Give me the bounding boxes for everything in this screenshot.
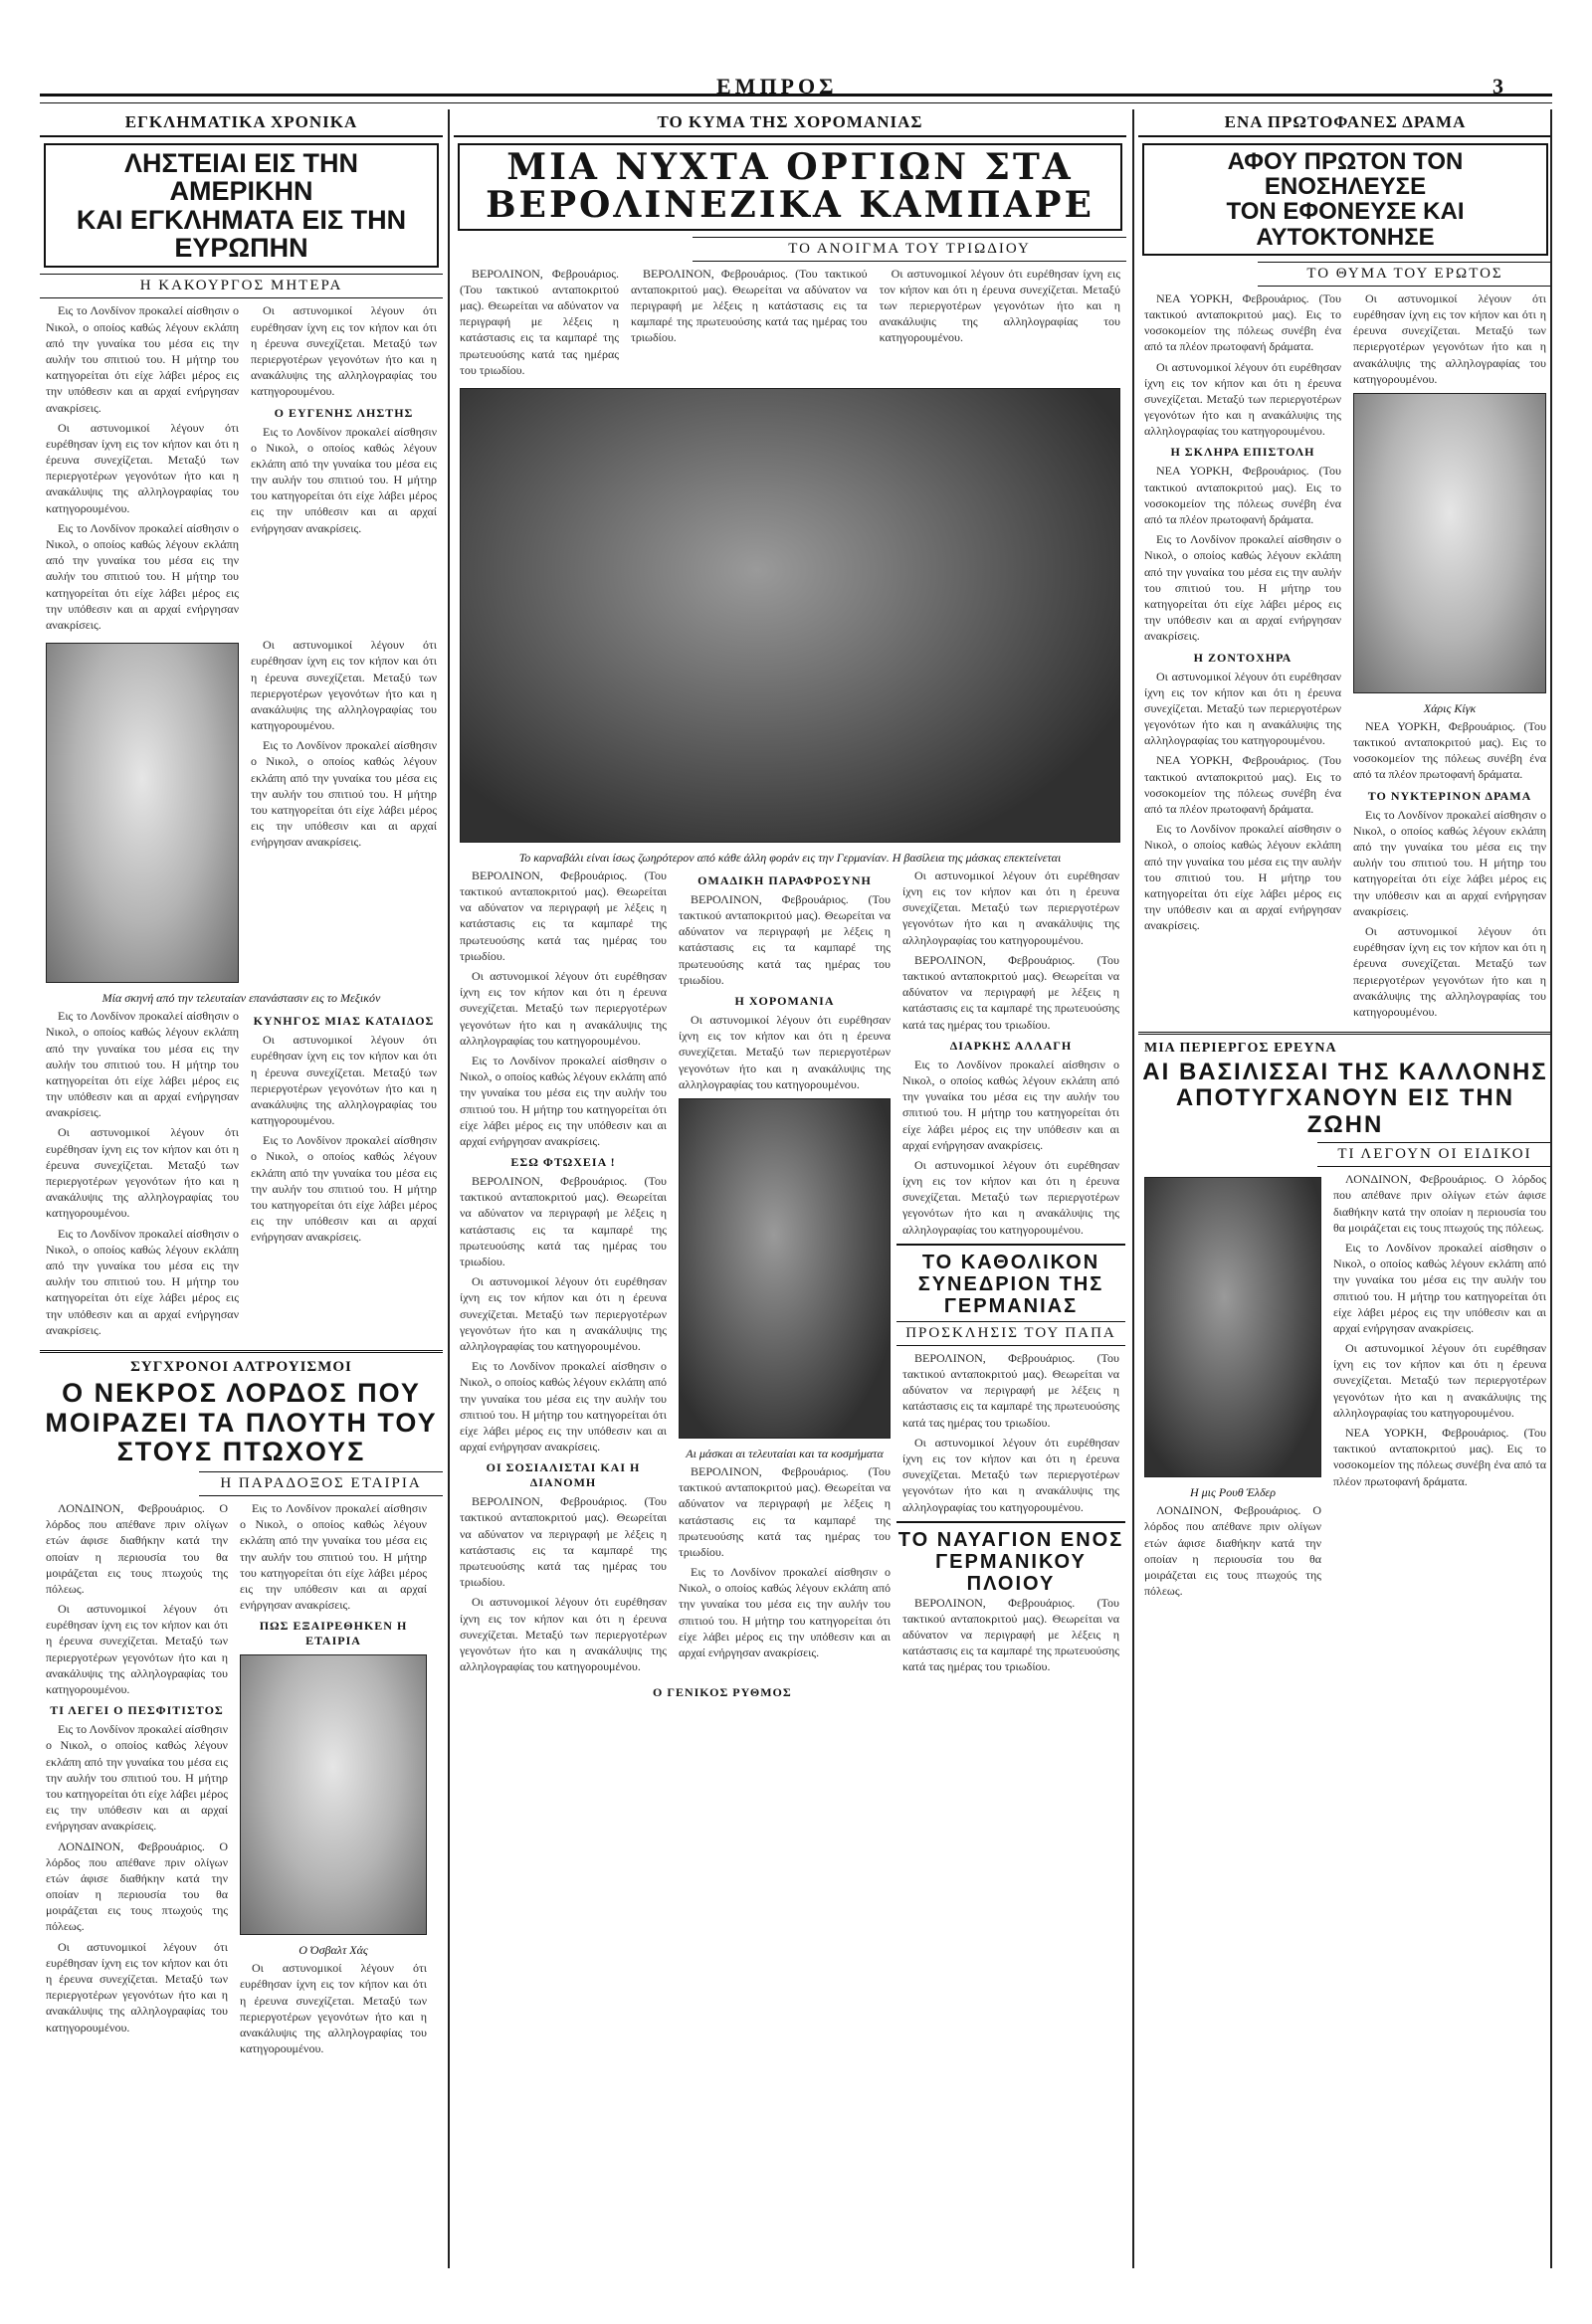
article-text: Οι αστυνομικοί λέγουν ότι ευρέθησαν ίχνη εις τον κήπον και ότι η έρευνα συνεχίζεται. Μεταξύ των περιεργοτέρων γεγονότων ήτο και η ανακάλυψις της αλληλογραφίας του κατηγορουμένου. (1353, 290, 1546, 386)
column-carnival (454, 109, 1126, 2268)
subhead-love-victim: ΤΟ ΘΥΜΑ ΤΟΥ ΕΡΩΤΟΣ (1258, 262, 1552, 287)
headline-line-2: ΒΕΡΟΛΙΝΕΖΙΚΑ ΚΑΜΠΑΡΕ (486, 183, 1094, 226)
subhead-general-rhythm: Ο ΓΕΝΙΚΟΣ ΡΥΘΜΟΣ (653, 1684, 792, 1699)
article-text: Οι αστυνομικοί λέγουν ότι ευρέθησαν ίχνη εις τον κήπον και ότι η έρευνα συνεχίζεται. Μεταξύ των περιεργοτέρων γεγονότων ήτο και η ανακάλυψις της αλληλογραφίας του κατηγορουμένου. (879, 266, 1120, 345)
article-text: ΒΕΡΟΛΙΝΟΝ, Φεβρουάριος. (Του τακτικού ανταποκριτού μας). Θεωρείται να αδύνατον να περιγραφή με λέξεις η κατάστασις εις τα καμπαρέ της πρωτευούσης κατά τας ημέρας του τριωδίου. (631, 266, 868, 345)
subhead-company: ΠΩΣ ΕΞΑΙΡΕΘΗΚΕΝ Η ΕΤΑΙΡΙΑ (259, 1619, 408, 1648)
article-text: Εις το Λονδίνον προκαλεί αίσθησιν ο Νικολ, ο οποίος καθώς λέγουν εκλάπη από την γυναίκα του μέσα εις την αυλήν του σπιτιού του. Η μήτηρ του κατηγορείται ότι είχε λάβει μέρος εις την υπόθεσιν και αι αρχαί ενήργησαν ανακρίσεις. (251, 424, 437, 535)
column-drama (1138, 109, 1552, 2268)
top-rule (40, 94, 1552, 103)
article-text: Εις το Λονδίνον προκαλεί αίσθησιν ο Νικολ, ο οποίος καθώς λέγουν εκλάπη από την γυναίκα του μέσα εις την αυλήν του σπιτιού του. Η μήτηρ του κατηγορείται ότι είχε λάβει μέρος εις την υπόθεσιν και αι αρχαί ενήργησαν ανακρίσεις. ΛΟΝΔΙΝΟΝ, Φεβρουάριος. Ο λόρδος που απέθανε πριν ολίγων ετών άφισε διαθήκην κατά την οποίαν η περιουσία του θα μοιράζεται εις τους πτωχούς της πόλεως. Οι αστυνομικοί λέγουν ότι ευρέθησαν ίχνη εις τον κήπον και ότι η έρευνα συνεχίζεται. Μεταξύ των περιεργοτέρων γεγονότων ήτο και η ανακάλυψις της αλληλογραφίας του κατηγορουμένου. (46, 1722, 228, 2034)
article-text: ΛΟΝΔΙΝΟΝ, Φεβρουάριος. Ο λόρδος που απέθανε πριν ολίγων ετών άφισε διαθήκην κατά την οποίαν η περιουσία του θα μοιράζεται εις τους πτωχούς της πόλεως. Εις το Λονδίνον προκαλεί αίσθησιν ο Νικολ, ο οποίος καθώς λέγουν εκλάπη από την γυναίκα του μέσα εις την αυλήν του σπιτιού του. Η μήτηρ του κατηγορείται ότι είχε λάβει μέρος εις την υπόθεσιν και αι αρχαί ενήργησαν ανακρίσεις. Οι αστυνομικοί λέγουν ότι ευρέθησαν ίχνη εις τον κήπον και ότι η έρευνα συνεχίζεται. Μεταξύ των περιεργοτέρων γεγονότων ήτο και η ανακάλυψις της αλληλογραφίας του κατηγορουμένου. ΝΕΑ ΥΟΡΚΗ, Φεβρουάριος. (Του τακτικού ανταποκριτού μας). Εις το νοσοκομείον της πόλεως συνέβη ένα από τα πλέον πρωτοφανή δράματα. (1333, 1172, 1546, 1488)
article-text: ΒΕΡΟΛΙΝΟΝ, Φεβρουάριος. (Του τακτικού ανταποκριτού μας). Θεωρείται να αδύνατον να περιγραφή με λέξεις η κατάστασις εις τα καμπαρέ της πρωτευούσης κατά τας ημέρας του τριωδίου. Οι αστυνομικοί λέγουν ότι ευρέθησαν ίχνη εις τον κήπον και ότι η έρευνα συνεχίζεται. Μεταξύ των περιεργοτέρων γεγονότων ήτο και η ανακάλυψις της αλληλογραφίας του κατηγορουμένου. (460, 1494, 667, 1674)
portrait-caption: Ο Όσβαλτ Χάς (298, 1943, 368, 1958)
article-text: Εις το Λονδίνον προκαλεί αίσθησιν ο Νικολ, ο οποίος καθώς λέγουν εκλάπη από την γυναίκα του μέσα εις την αυλήν του σπιτιού του. Η μήτηρ του κατηγορείται ότι είχε λάβει μέρος εις την υπόθεσιν και αι αρχαί ενήργησαν ανακρίσεις. Οι αστυνομικοί λέγουν ότι ευρέθησαν ίχνη εις τον κήπον και ότι η έρευνα συνεχίζεται. Μεταξύ των περιεργοτέρων γεγονότων ήτο και η ανακάλυψις της αλληλογραφίας του κατηγορουμένου. (902, 1057, 1119, 1237)
subhead-pope: ΠΡΟΣΚΛΗΣΙΣ ΤΟΥ ΠΑΠΑ (896, 1321, 1125, 1346)
article-text: ΝΕΑ ΥΟΡΚΗ, Φεβρουάριος. (Του τακτικού ανταποκριτού μας). Εις το νοσοκομείον της πόλεως συνέβη ένα από τα πλέον πρωτοφανή δράματα. Εις το Λονδίνον προκαλεί αίσθησιν ο Νικολ, ο οποίος καθώς λέγουν εκλάπη από την γυναίκα του μέσα εις την αυλήν του σπιτιού του. Η μήτηρ του κατηγορείται ότι είχε λάβει μέρος εις την υπόθεσιν και αι αρχαί ενήργησαν ανακρίσεις. (1144, 464, 1341, 644)
article-text: ΒΕΡΟΛΙΝΟΝ, Φεβρουάριος. (Του τακτικού ανταποκριτού μας). Θεωρείται να αδύνατον να περιγραφή με λέξεις η κατάστασις εις τα καμπαρέ της πρωτευούσης κατά τας ημέρας του τριωδίου. Οι αστυνομικοί λέγουν ότι ευρέθησαν ίχνη εις τον κήπον και ότι η έρευνα συνεχίζεται. Μεταξύ των περιεργοτέρων γεγονότων ήτο και η ανακάλυψις της αλληλογραφίας του κατηγορουμένου. (902, 1350, 1119, 1514)
kicker-curious-research: ΜΙΑ ΠΕΡΙΕΡΓΟΣ ΕΡΕΥΝΑ (1144, 1041, 1337, 1057)
subhead-constant-change: ΔΙΑΡΚΗΣ ΑΛΛΑΓΗ (949, 1038, 1073, 1053)
subhead-cruel-letter: Η ΣΚΛΗΡΑ ΕΠΙΣΤΟΛΗ (1170, 445, 1315, 460)
portrait-charis-king (1353, 393, 1546, 693)
article-text: Εις το Λονδίνον προκαλεί αίσθησιν ο Νικολ, ο οποίος καθώς λέγουν εκλάπη από την γυναίκα του μέσα εις την αυλήν του σπιτιού του. Η μήτηρ του κατηγορείται ότι είχε λάβει μέρος εις την υπόθεσιν και αι αρχαί ενήργησαν ανακρίσεις. Οι αστυνομικοί λέγουν ότι ευρέθησαν ίχνη εις τον κήπον και ότι η έρευνα συνεχίζεται. Μεταξύ των περιεργοτέρων γεγονότων ήτο και η ανακάλυψις της αλληλογραφίας του κατηγορουμένου. Εις το Λονδίνον προκαλεί αίσθησιν ο Νικολ, ο οποίος καθώς λέγουν εκλάπη από την γυναίκα του μέσα εις την αυλήν του σπιτιού του. Η μήτηρ του κατηγορείται ότι είχε λάβει μέρος εις την υπόθεσιν και αι αρχαί ενήργησαν ανακρίσεις. (46, 1009, 240, 1337)
headline-dead-lord: Ο ΝΕΚΡΟΣ ΛΟΡΔΟΣ ΠΟΥ ΜΟΙΡΑΖΕΙ ΤΑ ΠΛΟΥΤΗ ΤΟΥ ΣΤΟΥΣ ΠΤΩΧΟΥΣ (45, 1377, 438, 1467)
newspaper-page (40, 109, 1552, 2268)
portrait-caption: Χάρις Κίγκ (1423, 700, 1477, 715)
kicker-drama: ΕΝΑ ΠΡΩΤΟΦΑΝΕΣ ΔΡΑΜΑ (1138, 109, 1552, 137)
subhead-paradox-company: Η ΠΑΡΑΔΟΞΟΣ ΕΤΑΙΡΙΑ (199, 1471, 443, 1496)
photo-caption: Μία σκηνή από την τελευταίαν επανάστασιν εις το Μεξικόν (101, 991, 381, 1006)
article-text: Οι αστυνομικοί λέγουν ότι ευρέθησαν ίχνη εις τον κήπον και ότι η έρευνα συνεχίζεται. Μεταξύ των περιεργοτέρων γεγονότων ήτο και η ανακάλυψις της αλληλογραφίας του κατηγορουμένου. (251, 303, 437, 399)
photo-caption: Το καρναβάλι είναι ίσως ζωηρότερον από κάθε άλλη φοράν εις την Γερμανίαν. Η βασίλεια της μάσκας επεκτείνεται (518, 850, 1062, 865)
article-text: ΒΕΡΟΛΙΝΟΝ, Φεβρουάριος. (Του τακτικού ανταποκριτού μας). Θεωρείται να αδύνατον να περιγραφή με λέξεις η κατάστασις εις τα καμπαρέ της πρωτευούσης κατά τας ημέρας του τριωδίου. Οι αστυνομικοί λέγουν ότι ευρέθησαν ίχνη εις τον κήπον και ότι η έρευνα συνεχίζεται. Μεταξύ των περιεργοτέρων γεγονότων ήτο και η ανακάλυψις της αλληλογραφίας του κατηγορουμένου. Εις το Λονδίνον προκαλεί αίσθησιν ο Νικολ, ο οποίος καθώς λέγουν εκλάπη από την γυναίκα του μέσα εις την αυλήν του σπιτιού του. Η μήτηρ του κατηγορείται ότι είχε λάβει μέρος εις την υπόθεσιν και αι αρχαί ενήργησαν ανακρίσεις. (460, 868, 667, 1148)
article-text: Οι αστυνομικοί λέγουν ότι ευρέθησαν ίχνη εις τον κήπον και ότι η έρευνα συνεχίζεται. Μεταξύ των περιεργοτέρων γεγονότων ήτο και η ανακάλυψις της αλληλογραφίας του κατηγορουμένου. Εις το Λονδίνον προκαλεί αίσθησιν ο Νικολ, ο οποίος καθώς λέγουν εκλάπη από την γυναίκα του μέσα εις την αυλήν του σπιτιού του. Η μήτηρ του κατηγορείται ότι είχε λάβει μέρος εις την υπόθεσιν και αι αρχαί ενήργησαν ανακρίσεις. (251, 1033, 437, 1245)
article-text: ΒΕΡΟΛΙΝΟΝ, Φεβρουάριος. (Του τακτικού ανταποκριτού μας). Θεωρείται να αδύνατον να περιγραφή με λέξεις η κατάστασις εις τα καμπαρέ της πρωτευούσης κατά τας ημέρας του τριωδίου. (679, 891, 891, 987)
article-text: ΒΕΡΟΛΙΝΟΝ, Φεβρουάριος. (Του τακτικού ανταποκριτού μας). Θεωρείται να αδύνατον να περιγραφή με λέξεις η κατάστασις εις τα καμπαρέ της πρωτευούσης κατά τας ημέρας του τριωδίου. (902, 1595, 1119, 1674)
subhead-night-drama: ΤΟ ΝΥΚΤΕΡΙΝΟΝ ΔΡΑΜΑ (1367, 788, 1532, 803)
article-text: Οι αστυνομικοί λέγουν ότι ευρέθησαν ίχνη εις τον κήπον και ότι η έρευνα συνεχίζεται. Μεταξύ των περιεργοτέρων γεγονότων ήτο και η ανακάλυψις της αλληλογραφίας του κατηγορουμένου. (240, 1961, 427, 2056)
headline-line-2: ΤΟΝ ΕΦΟΝΕΥΣΕ ΚΑΙ ΑΥΤΟΚΤΟΝΗΣΕ (1226, 198, 1465, 251)
photo-caption: Αι μάσκαι αι τελευταίαι και τα κοσμήματα (686, 1446, 884, 1460)
subhead-triodion: ΤΟ ΑΝΟΙΓΜΑ ΤΟΥ ΤΡΙΩΔΙΟΥ (693, 237, 1126, 262)
headline-line-2: ΚΑΙ ΕΓΚΛΗΜΑΤΑ ΕΙΣ ΤΗΝ ΕΥΡΩΠΗΝ (76, 204, 407, 264)
headline-robberies (44, 143, 439, 268)
kicker-dance-mania: ΤΟ ΚΥΜΑ ΤΗΣ ΧΟΡΟΜΑΝΙΑΣ (454, 109, 1126, 137)
headline-line-1: ΜΙΑ ΝΥΧΤΑ ΟΡΓΙΩΝ ΣΤΑ (506, 146, 1074, 188)
article-text: ΒΕΡΟΛΙΝΟΝ, Φεβρουάριος. (Του τακτικού ανταποκριτού μας). Θεωρείται να αδύνατον να περιγραφή με λέξεις η κατάστασις εις τα καμπαρέ της πρωτευούσης κατά τας ημέρας του τριωδίου. Οι αστυνομικοί λέγουν ότι ευρέθησαν ίχνη εις τον κήπον και ότι η έρευνα συνεχίζεται. Μεταξύ των περιεργοτέρων γεγονότων ήτο και η ανακάλυψις της αλληλογραφίας του κατηγορουμένου. Εις το Λονδίνον προκαλεί αίσθησιν ο Νικολ, ο οποίος καθώς λέγουν εκλάπη από την γυναίκα του μέσα εις την αυλήν του σπιτιού του. Η μήτηρ του κατηγορείται ότι είχε λάβει μέρος εις την υπόθεσιν και αι αρχαί ενήργησαν ανακρίσεις. (460, 1174, 667, 1454)
article-text: Εις το Λονδίνον προκαλεί αίσθησιν ο Νικολ, ο οποίος καθώς λέγουν εκλάπη από την γυναίκα του μέσα εις την αυλήν του σπιτιού του. Η μήτηρ του κατηγορείται ότι είχε λάβει μέρος εις την υπόθεσιν και αι αρχαί ενήργησαν ανακρίσεις. Οι αστυνομικοί λέγουν ότι ευρέθησαν ίχνη εις τον κήπον και ότι η έρευνα συνεχίζεται. Μεταξύ των περιεργοτέρων γεγονότων ήτο και η ανακάλυψις της αλληλογραφίας του κατηγορουμένου. (1353, 807, 1546, 1019)
article-text: Εις το Λονδίνον προκαλεί αίσθησιν ο Νικολ, ο οποίος καθώς λέγουν εκλάπη από την γυναίκα του μέσα εις την αυλήν του σπιτιού του. Η μήτηρ του κατηγορείται ότι είχε λάβει μέρος εις την υπόθεσιν και αι αρχαί ενήργησαν ανακρίσεις. Οι αστυνομικοί λέγουν ότι ευρέθησαν ίχνη εις τον κήπον και ότι η έρευνα συνεχίζεται. Μεταξύ των περιεργοτέρων γεγονότων ήτο και η ανακάλυψις της αλληλογραφίας του κατηγορουμένου. Εις το Λονδίνον προκαλεί αίσθησιν ο Νικολ, ο οποίος καθώς λέγουν εκλάπη από την γυναίκα του μέσα εις την αυλήν του σπιτιού του. Η μήτηρ του κατηγορείται ότι είχε λάβει μέρος εις την υπόθεσιν και αι αρχαί ενήργησαν ανακρίσεις. (46, 303, 240, 632)
headline-catholic-congress: ΤΟ ΚΑΘΟΛΙΚΟΝ ΣΥΝΕΔΡΙΟΝ ΤΗΣ ΓΕΡΜΑΝΙΑΣ (917, 1251, 1104, 1317)
photo-masquerade (679, 1098, 891, 1439)
right-margin-rule (1550, 109, 1552, 2268)
article-text: Οι αστυνομικοί λέγουν ότι ευρέθησαν ίχνη εις τον κήπον και ότι η έρευνα συνεχίζεται. Μεταξύ των περιεργοτέρων γεγονότων ήτο και η ανακάλυψις της αλληλογραφίας του κατηγορουμένου. ΒΕΡΟΛΙΝΟΝ, Φεβρουάριος. (Του τακτικού ανταποκριτού μας). Θεωρείται να αδύνατον να περιγραφή με λέξεις η κατάστασις εις τα καμπαρέ της πρωτευούσης κατά τας ημέρας του τριωδίου. (902, 868, 1119, 1032)
article-text: Οι αστυνομικοί λέγουν ότι ευρέθησαν ίχνη εις τον κήπον και ότι η έρευνα συνεχίζεται. Μεταξύ των περιεργοτέρων γεγονότων ήτο και η ανακάλυψις της αλληλογραφίας του κατηγορουμένου. (679, 1013, 891, 1091)
kicker-crime: ΕΓΚΛΗΜΑΤΙΚΑ ΧΡΟΝΙΚΑ (40, 109, 443, 137)
column-divider (448, 109, 450, 2268)
subhead-dance-mania: Η ΧΟΡΟΜΑΝΙΑ (734, 994, 835, 1009)
subhead-poverty: ΕΣΩ ΦΤΩΧΕΙΑ ! (510, 1155, 616, 1170)
article-text: ΒΕΡΟΛΙΝΟΝ, Φεβρουάριος. (Του τακτικού ανταποκριτού μας). Θεωρείται να αδύνατον να περιγραφή με λέξεις η κατάστασις εις τα καμπαρέ της πρωτευούσης κατά τας ημέρας του τριωδίου. (460, 266, 619, 377)
column-crime (40, 109, 443, 2268)
subhead-hunter: ΚΥΝΗΓΟΣ ΜΙΑΣ ΚΑΤΑΙΔΟΣ (253, 1014, 435, 1029)
article-text: ΛΟΝΔΙΝΟΝ, Φεβρουάριος. Ο λόρδος που απέθανε πριν ολίγων ετών άφισε διαθήκην κατά την οποίαν η περιουσία του θα μοιράζεται εις τους πτωχούς της πόλεως. (1144, 1503, 1321, 1599)
column-divider (1132, 109, 1134, 2268)
subhead-experts: ΤΙ ΛΕΓΟΥΝ ΟΙ ΕΙΔΙΚΟΙ (1317, 1142, 1552, 1167)
headline-beauty-queens (1138, 1060, 1552, 1138)
article-text: ΒΕΡΟΛΙΝΟΝ, Φεβρουάριος. (Του τακτικού ανταποκριτού μας). Θεωρείται να αδύνατον να περιγραφή με λέξεις η κατάστασις εις τα καμπαρέ της πρωτευούσης κατά τας ημέρας του τριωδίου. Εις το Λονδίνον προκαλεί αίσθησιν ο Νικολ, ο οποίος καθώς λέγουν εκλάπη από την γυναίκα του μέσα εις την αυλήν του σπιτιού του. Η μήτηρ του κατηγορείται ότι είχε λάβει μέρος εις την υπόθεσιν και αι αρχαί ενήργησαν ανακρίσεις. (679, 1463, 891, 1660)
headline-murder-suicide (1142, 143, 1548, 256)
subhead-socialists: ΟΙ ΣΟΣΙΑΛΙΣΤΑΙ ΚΑΙ Η ΔΙΑΝΟΜΗ (486, 1460, 641, 1490)
article-text: Οι αστυνομικοί λέγουν ότι ευρέθησαν ίχνη εις τον κήπον και ότι η έρευνα συνεχίζεται. Μεταξύ των περιεργοτέρων γεγονότων ήτο και η ανακάλυψις της αλληλογραφίας του κατηγορουμένου. ΝΕΑ ΥΟΡΚΗ, Φεβρουάριος. (Του τακτικού ανταποκριτού μας). Εις το νοσοκομείον της πόλεως συνέβη ένα από τα πλέον πρωτοφανή δράματα. Εις το Λονδίνον προκαλεί αίσθησιν ο Νικολ, ο οποίος καθώς λέγουν εκλάπη από την γυναίκα του μέσα εις την αυλήν του σπιτιού του. Η μήτηρ του κατηγορείται ότι είχε λάβει μέρος εις την υπόθεσιν και αι αρχαί ενήργησαν ανακρίσεις. (1144, 669, 1341, 933)
headline-line-1: ΑΦΟΥ ΠΡΩΤΟΝ ΤΟΝ ΕΝΟΣΗΛΕΥΣΕ (1227, 148, 1464, 201)
masthead-title: ΕΜΠΡΟΣ (716, 74, 838, 98)
article-text: Εις το Λονδίνον προκαλεί αίσθησιν ο Νικολ, ο οποίος καθώς λέγουν εκλάπη από την γυναίκα του μέσα εις την αυλήν του σπιτιού του. Η μήτηρ του κατηγορείται ότι είχε λάβει μέρος εις την υπόθεσιν και αι αρχαί ενήργησαν ανακρίσεις. (240, 1500, 427, 1613)
subhead-pesfitistos: ΤΙ ΛΕΓΕΙ Ο ΠΕΣΦΙΤΙΣΤΟΣ (50, 1703, 224, 1718)
portrait-caption: Η μις Ρουθ Έλδερ (1189, 1485, 1277, 1500)
article-text: Οι αστυνομικοί λέγουν ότι ευρέθησαν ίχνη εις τον κήπον και ότι η έρευνα συνεχίζεται. Μεταξύ των περιεργοτέρων γεγονότων ήτο και η ανακάλυψις της αλληλογραφίας του κατηγορουμένου. Εις το Λονδίνον προκαλεί αίσθησιν ο Νικολ, ο οποίος καθώς λέγουν εκλάπη από την γυναίκα του μέσα εις την αυλήν του σπιτιού του. Η μήτηρ του κατηγορείται ότι είχε λάβει μέρος εις την υπόθεσιν και αι αρχαί ενήργησαν ανακρίσεις. (250, 638, 437, 850)
headline-line-1: ΛΗΣΤΕΙΑΙ ΕΙΣ ΤΗΝ ΑΜΕΡΙΚΗΝ (124, 148, 358, 207)
article-text: ΝΕΑ ΥΟΡΚΗ, Φεβρουάριος. (Του τακτικού ανταποκριτού μας). Εις το νοσοκομείον της πόλεως συνέβη ένα από τα πλέον πρωτοφανή δράματα. (1353, 718, 1546, 782)
kicker-altruism: ΣΥΓΧΡΟΝΟΙ ΑΛΤΡΟΥΙΣΜΟΙ (130, 1358, 352, 1375)
photo-mexico-revolution (46, 643, 239, 983)
article-text: ΝΕΑ ΥΟΡΚΗ, Φεβρουάριος. (Του τακτικού ανταποκριτού μας). Εις το νοσοκομείον της πόλεως συνέβη ένα από τα πλέον πρωτοφανή δράματα. Οι αστυνομικοί λέγουν ότι ευρέθησαν ίχνη εις τον κήπον και ότι η έρευνα συνεχίζεται. Μεταξύ των περιεργοτέρων γεγονότων ήτο και η ανακάλυψις της αλληλογραφίας του κατηγορουμένου. (1144, 290, 1341, 439)
subhead-widow: Η ΖΟΝΤΟΧΗΡΑ (1193, 650, 1293, 665)
portrait-oswald (240, 1654, 427, 1935)
photo-carnival-masks (460, 388, 1120, 843)
subhead-mother: Η ΚΑΚΟΥΡΓΟΣ ΜΗΤΕΡΑ (40, 274, 443, 298)
subhead-mass-madness: ΟΜΑΔΙΚΗ ΠΑΡΑΦΡΟΣΥΝΗ (697, 872, 872, 887)
portrait-ruth-elder (1144, 1177, 1321, 1477)
page-number: 3 (1492, 74, 1503, 98)
headline-line-1: ΑΙ ΒΑΣΙΛΙΣΣΑΙ ΤΗΣ ΚΑΛΛΟΝΗΣ (1142, 1059, 1548, 1086)
headline-shipwreck: ΤΟ ΝΑΥΑΓΙΟΝ ΕΝΟΣ ΓΕΡΜΑΝΙΚΟΥ ΠΛΟΙΟΥ (897, 1528, 1124, 1595)
article-text: ΛΟΝΔΙΝΟΝ, Φεβρουάριος. Ο λόρδος που απέθανε πριν ολίγων ετών άφισε διαθήκην κατά την οποίαν η περιουσία του θα μοιράζεται εις τους πτωχούς της πόλεως. Οι αστυνομικοί λέγουν ότι ευρέθησαν ίχνη εις τον κήπον και ότι η έρευνα συνεχίζεται. Μεταξύ των περιεργοτέρων γεγονότων ήτο και η ανακάλυψις της αλληλογραφίας του κατηγορουμένου. (46, 1500, 228, 1696)
subhead-noble-robber: Ο ΕΥΓΕΝΗΣ ΛΗΣΤΗΣ (274, 405, 414, 420)
headline-orgy-night (458, 143, 1122, 231)
headline-line-2: ΑΠΟΤΥΓΧΑΝΟΥΝ ΕΙΣ ΤΗΝ ΖΩΗΝ (1175, 1084, 1515, 1138)
